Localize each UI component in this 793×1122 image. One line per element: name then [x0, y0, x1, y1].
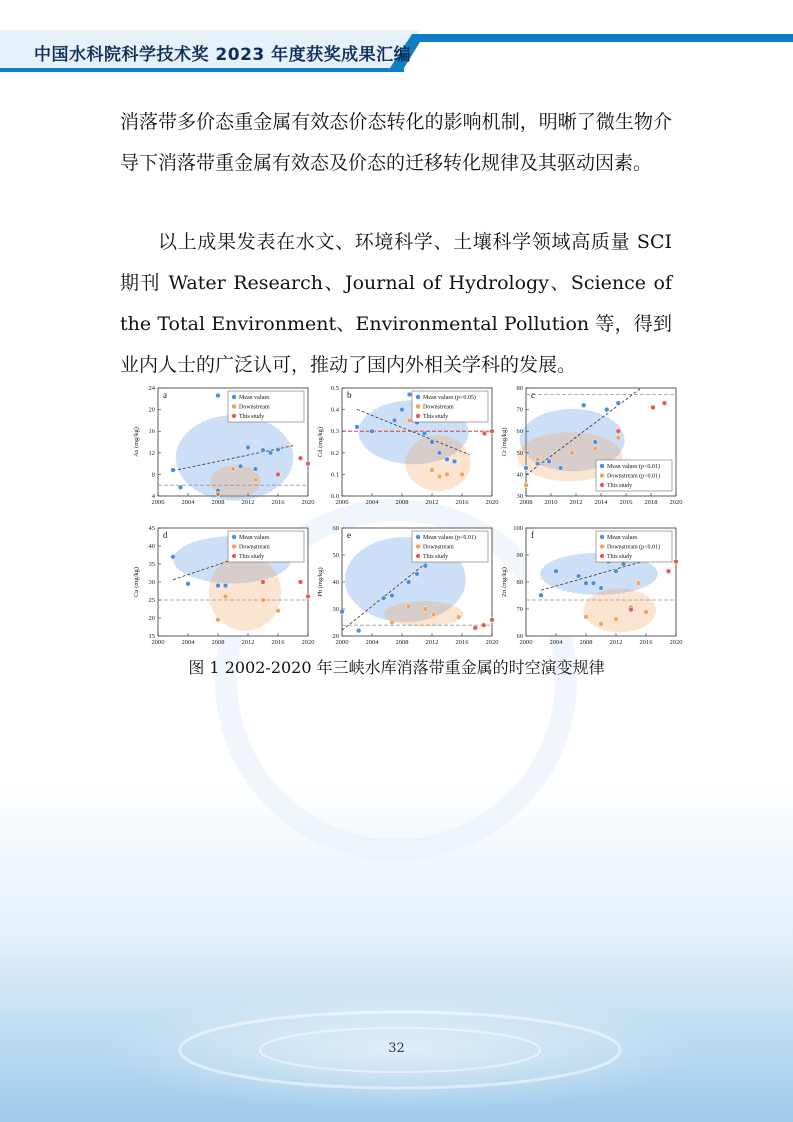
data-point	[171, 468, 176, 473]
data-point	[616, 429, 621, 434]
data-point	[445, 472, 450, 477]
legend-marker	[232, 395, 236, 399]
x-tick-label: 2020	[485, 639, 499, 646]
legend-marker	[600, 544, 604, 548]
chart-panel-e	[317, 525, 499, 646]
y-tick-label: 60	[332, 525, 339, 532]
data-point	[662, 401, 667, 406]
data-point	[276, 447, 281, 452]
series-ellipse	[406, 436, 471, 491]
legend-label: Mean values (p<0.05)	[423, 395, 476, 401]
data-point	[636, 581, 641, 586]
panel-label: f	[531, 530, 534, 540]
header-title: 中国水科院科学技术奖 2023 年度获奖成果汇编	[34, 45, 412, 65]
x-tick-label: 2000	[151, 639, 165, 646]
figure-metal-trends	[130, 380, 683, 652]
data-point	[430, 440, 435, 445]
y-tick-label: 40	[516, 471, 523, 479]
x-tick-label: 2016	[639, 639, 653, 646]
legend-label: Mean values	[239, 395, 270, 401]
y-tick-label: 40	[332, 579, 339, 586]
y-tick-label: 25	[148, 597, 155, 604]
data-point	[616, 435, 621, 440]
data-point	[456, 615, 461, 620]
data-point	[576, 574, 581, 579]
data-point	[355, 424, 360, 429]
y-tick-label: 12	[148, 449, 155, 457]
x-tick-label: 2020	[301, 639, 315, 646]
data-point	[186, 581, 191, 586]
x-tick-label: 2010	[544, 499, 558, 506]
x-tick-label: 2000	[151, 499, 165, 506]
y-tick-label: 90	[516, 552, 523, 559]
data-point	[666, 569, 671, 574]
legend-label: This study	[239, 554, 265, 560]
legend-label: This study	[423, 554, 449, 560]
legend-marker	[416, 404, 420, 408]
legend-label: Downstream	[423, 404, 454, 411]
data-point	[276, 472, 281, 477]
data-point	[593, 440, 598, 445]
y-tick-label: 80	[516, 385, 523, 392]
legend-marker	[416, 544, 420, 548]
legend-marker	[600, 535, 604, 539]
y-tick-label: 4	[151, 493, 155, 500]
data-point	[482, 431, 487, 436]
data-point	[246, 445, 251, 450]
panel-label: e	[347, 530, 351, 540]
data-point	[674, 559, 679, 564]
y-axis-label: Zn (mg/kg)	[501, 567, 508, 597]
data-point	[261, 580, 266, 585]
data-point	[268, 450, 273, 455]
data-point	[406, 604, 411, 609]
legend-marker	[600, 464, 604, 468]
data-point	[524, 483, 529, 488]
data-point	[400, 407, 405, 412]
x-tick-label: 2004	[181, 499, 195, 506]
y-tick-label: 8	[151, 471, 155, 479]
legend-label: This study	[607, 554, 633, 560]
data-point	[392, 418, 397, 423]
x-tick-label: 2008	[211, 639, 225, 646]
data-point	[356, 628, 361, 633]
data-point	[216, 583, 221, 588]
panel-label: b	[347, 390, 352, 400]
x-tick-label: 2020	[669, 499, 683, 506]
data-point	[306, 594, 311, 599]
data-point	[524, 466, 529, 471]
y-axis-label: Cd (mg/kg)	[317, 426, 324, 458]
chart-panel-b	[317, 385, 499, 506]
chart-panel-f	[501, 525, 683, 646]
x-tick-label: 2012	[241, 499, 255, 506]
y-tick-label: 0.3	[330, 428, 339, 436]
y-axis-label: Pb (mg/kg)	[317, 567, 324, 597]
data-point	[407, 392, 412, 397]
data-point	[253, 477, 258, 482]
data-point	[437, 474, 442, 479]
x-tick-label: 2008	[395, 499, 409, 506]
legend-marker	[600, 554, 604, 558]
panel-label: c	[531, 390, 535, 400]
data-point	[261, 448, 266, 453]
legend-marker	[416, 535, 420, 539]
y-axis-label: As (mg/kg)	[133, 427, 140, 457]
x-tick-label: 2008	[519, 499, 533, 506]
x-tick-label: 2008	[395, 639, 409, 646]
data-point	[415, 572, 420, 577]
x-tick-label: 2016	[271, 639, 285, 646]
data-point	[539, 593, 544, 598]
x-tick-label: 2000	[335, 499, 349, 506]
legend-label: This study	[239, 414, 265, 420]
data-point	[593, 446, 598, 451]
data-point	[306, 461, 311, 466]
data-point	[216, 393, 221, 398]
legend-marker	[416, 554, 420, 558]
data-point	[584, 614, 589, 619]
y-tick-label: 0.5	[330, 385, 339, 392]
data-point	[340, 609, 345, 614]
y-tick-label: 80	[516, 579, 523, 586]
data-point	[171, 554, 176, 559]
y-tick-label: 100	[513, 525, 523, 532]
x-tick-label: 2016	[271, 499, 285, 506]
data-point	[261, 598, 266, 603]
data-point	[276, 608, 281, 613]
paragraph-2: 以上成果发表在水文、环境科学、土壤科学领域高质量 SCI 期刊 Water Research、Journal of Hydrology、Science of the Total Environment、Environmental Pollution 等，得到业内人士的广泛认可，推动了国内外相关学科的发展。	[120, 231, 672, 376]
legend-label: Downstream	[239, 544, 270, 551]
legend-label: Downstream	[423, 544, 454, 551]
x-tick-label: 2008	[211, 499, 225, 506]
data-point	[554, 569, 559, 574]
y-tick-label: 70	[516, 406, 523, 414]
y-tick-label: 70	[516, 606, 523, 613]
x-tick-label: 2000	[335, 639, 349, 646]
data-point	[644, 610, 649, 615]
data-point	[430, 468, 435, 473]
x-tick-label: 2012	[609, 639, 623, 646]
data-point	[599, 586, 604, 591]
y-tick-label: 60	[516, 428, 523, 436]
paragraph-1: 消落带多价态重金属有效态价态转化的影响机制，明晰了微生物介导下消落带重金属有效态及价态的迁移转化规律及其驱动因素。	[120, 111, 672, 174]
x-tick-label: 2004	[549, 639, 563, 646]
data-point	[558, 466, 563, 471]
data-point	[604, 407, 609, 412]
y-tick-label: 50	[332, 552, 339, 559]
x-tick-label: 2014	[594, 499, 608, 506]
x-tick-label: 2004	[365, 499, 379, 506]
data-point	[445, 457, 450, 462]
data-point	[431, 612, 436, 617]
data-point	[614, 569, 619, 574]
y-tick-label: 0.2	[330, 449, 339, 457]
chart-panel-d	[133, 525, 315, 646]
x-tick-label: 2020	[485, 499, 499, 506]
data-point	[298, 456, 303, 461]
x-tick-label: 2016	[619, 499, 633, 506]
data-point	[581, 403, 586, 408]
chart-panel-c	[501, 385, 683, 506]
x-tick-label: 2020	[669, 639, 683, 646]
data-point	[390, 593, 395, 598]
data-point	[570, 450, 575, 455]
data-point	[599, 622, 604, 627]
y-tick-label: 40	[148, 543, 155, 550]
data-point	[591, 581, 596, 586]
data-point	[547, 459, 552, 464]
data-point	[216, 617, 221, 622]
x-tick-label: 2018	[644, 499, 658, 506]
legend-marker	[600, 473, 604, 477]
chart-panel-a	[133, 385, 315, 506]
data-point	[178, 485, 183, 490]
panel-label: a	[163, 390, 167, 400]
x-tick-label: 2008	[579, 639, 593, 646]
legend-label: Downstream (p<0.01)	[607, 544, 661, 551]
x-tick-label: 2012	[425, 639, 439, 646]
data-point	[535, 457, 540, 462]
y-tick-label: 50	[516, 449, 523, 457]
legend-label: Mean values (p<0.01)	[607, 464, 660, 470]
data-point	[370, 429, 375, 434]
data-point	[651, 405, 656, 410]
data-point	[223, 594, 228, 599]
legend-marker	[232, 535, 236, 539]
data-point	[381, 596, 386, 601]
data-point	[629, 607, 634, 612]
y-tick-label: 15	[148, 633, 155, 640]
page-number: 32	[388, 1041, 405, 1056]
data-point	[253, 467, 258, 472]
x-tick-label: 2016	[455, 639, 469, 646]
legend-label: This study	[423, 414, 449, 420]
x-tick-label: 2004	[181, 639, 195, 646]
legend-label: Downstream	[239, 404, 270, 411]
legend-marker	[232, 544, 236, 548]
x-tick-label: 2012	[241, 639, 255, 646]
data-point	[406, 580, 411, 585]
y-tick-label: 20	[148, 406, 155, 414]
data-point	[231, 467, 236, 472]
legend-label: Mean values	[239, 535, 270, 541]
legend-label: Mean values (p<0.01)	[423, 535, 476, 541]
y-tick-label: 20	[148, 615, 155, 622]
y-tick-label: 20	[332, 633, 339, 640]
data-point	[223, 583, 228, 588]
data-point	[437, 450, 442, 455]
figure-caption: 图 1 2002-2020 年三峡水库消落带重金属的时空演变规律	[188, 658, 605, 677]
legend-label: This study	[607, 483, 633, 489]
y-axis-label: Cu (mg/kg)	[133, 566, 140, 598]
y-tick-label: 0.0	[330, 493, 339, 500]
y-tick-label: 30	[148, 579, 155, 586]
data-point	[616, 401, 621, 406]
y-tick-label: 30	[516, 493, 523, 500]
data-point	[490, 429, 495, 434]
legend-marker	[232, 414, 236, 418]
legend-marker	[416, 414, 420, 418]
legend-marker	[232, 404, 236, 408]
x-tick-label: 2004	[365, 639, 379, 646]
data-point	[614, 617, 619, 622]
data-point	[238, 464, 243, 469]
y-tick-label: 35	[148, 561, 155, 568]
data-point	[423, 563, 428, 568]
data-point	[423, 607, 428, 612]
legend-marker	[600, 483, 604, 487]
y-tick-label: 24	[148, 385, 155, 392]
data-point	[584, 581, 589, 586]
x-tick-label: 2012	[425, 499, 439, 506]
data-point	[460, 472, 465, 477]
data-point	[390, 620, 395, 625]
x-tick-label: 2016	[455, 499, 469, 506]
y-tick-label: 60	[516, 633, 523, 640]
legend-label: Mean values	[607, 535, 638, 541]
y-tick-label: 45	[148, 525, 155, 532]
data-point	[452, 459, 457, 464]
legend-marker	[232, 554, 236, 558]
data-point	[621, 562, 626, 567]
x-tick-label: 2000	[519, 639, 533, 646]
data-point	[422, 431, 427, 436]
data-point	[407, 418, 412, 423]
legend-label: Downstream (p<0.01)	[607, 473, 661, 480]
data-point	[298, 580, 303, 585]
y-tick-label: 0.4	[330, 406, 339, 414]
data-point	[481, 623, 486, 628]
y-tick-label: 0.1	[330, 471, 339, 479]
x-tick-label: 2020	[301, 499, 315, 506]
x-tick-label: 2012	[569, 499, 583, 506]
data-point	[473, 626, 478, 631]
y-tick-label: 30	[332, 606, 339, 613]
y-tick-label: 16	[148, 428, 155, 436]
panel-label: d	[163, 530, 168, 540]
series-ellipse	[384, 602, 463, 626]
legend-marker	[416, 395, 420, 399]
y-axis-label: Cr (mg/kg)	[501, 427, 508, 457]
data-point	[490, 617, 495, 622]
